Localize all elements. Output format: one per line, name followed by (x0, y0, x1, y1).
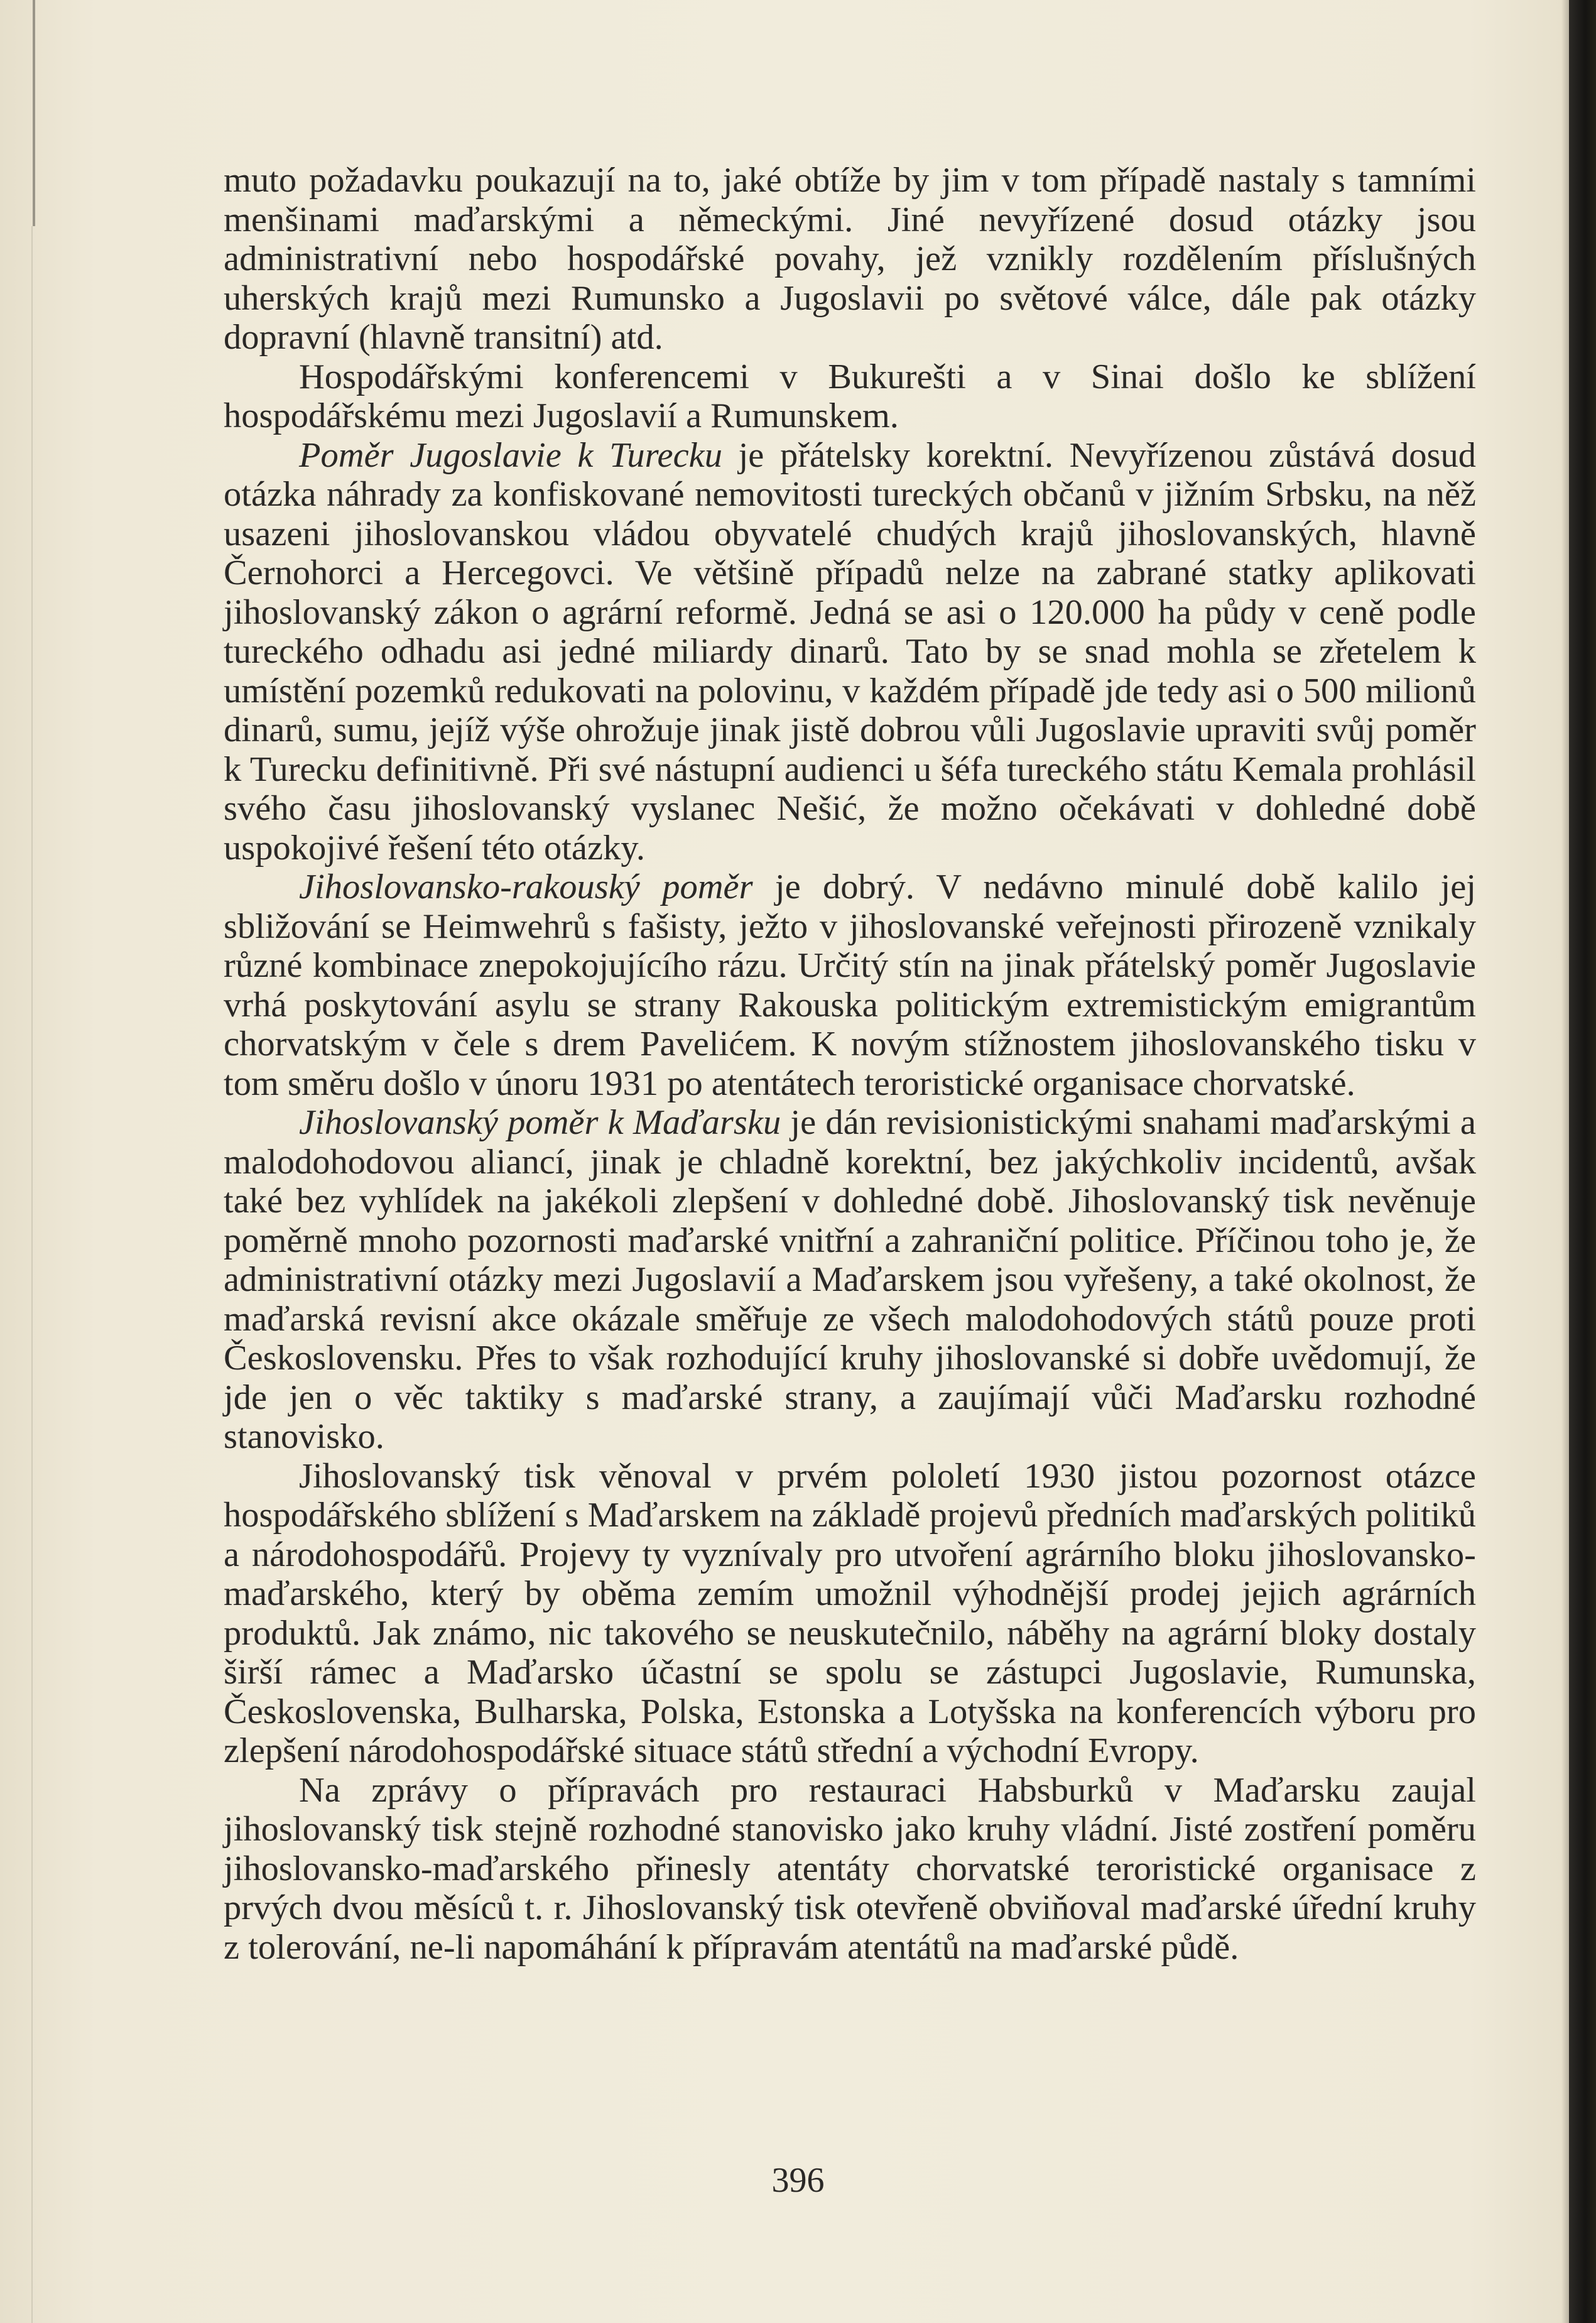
paragraph-7 (224, 1771, 1476, 1967)
paragraph-5 (224, 1103, 1476, 1457)
paragraph-7-text: Na zprávy o přípravách pro restauraci Habsburků v Maďarsku zaujal jihoslovanský tisk stejně rozhodné stanovisko jako kruhy vládní. Jisté zostření poměru jihoslovansko-maďarského přinesly atentáty chorvatské teroristické organisace z prvých dvou měsíců t. r. Jihoslovanský tisk otevřeně obviňoval maďarské úřední kruhy z tolerování, ne-li napomáhání k přípravám atentátů na maďarské půdě. (224, 1770, 1476, 1967)
paragraph-4 (224, 868, 1476, 1103)
binding-crease (31, 226, 33, 2323)
binding-shadow (33, 0, 35, 226)
paragraph-3-text: je přátelsky korektní. Nevyřízenou zůstává dosud otázka náhrady za konfiskované nemovitosti tureckých občanů v jižním Srbsku, na něž usazeni jihoslovanskou vládou obyvatelé chudých krajů jihoslovanských, hlavně Černohorci a Hercegovci. Ve většině případů nelze na zabrané statky aplikovati jihoslovanský zákon o agrární reformě. Jedná se asi o 120.000 ha půdy v ceně podle tureckého odhadu asi jedné miliardy dinarů. Tato by se snad mohla se zřetelem k umístění pozemků redukovati na polovinu, v každém případě jde tedy asi o 500 milionů dinarů, sumu, jejíž výše ohrožuje jinak jistě dobrou vůli Jugoslavie upraviti svůj poměr k Turecku definitivně. Při své nástupní audienci u šéfa tureckého státu Kemala prohlásil svého času jihoslovanský vyslanec Nešić, že možno očekávati v dohledné době uspokojivé řešení této otázky. (224, 435, 1476, 868)
paragraph-6 (224, 1457, 1476, 1771)
paragraph-5-text: je dán revisionistickými snahami maďarskými a malodohodovou aliancí, jinak je chladně korektní, bez jakýchkoliv incidentů, avšak také bez vyhlídek na jakékoli zlepšení v dohledné době. Jihoslovanský tisk nevěnuje poměrně mnoho pozornosti maďarské vnitřní a zahraniční politice. Příčinou toho je, že administrativní otázky mezi Jugoslavií a Maďarskem jsou vyřešeny, a také okolnost, že maďarská revisní akce okázale směřuje ze všech malodohodových států pouze proti Československu. Přes to však rozhodující kruhy jihoslovanské si dobře uvědomují, že jde jen o věc taktiky s maďarské strany, a zaujímají vůči Maďarsku rozhodné stanovisko. (224, 1103, 1476, 1456)
paragraph-2 (224, 357, 1476, 436)
page-edge-shade (1561, 0, 1569, 2323)
paragraph-5-heading: Jihoslovanský poměr k Maďarsku (299, 1103, 781, 1142)
paragraph-1 (224, 161, 1476, 357)
paragraph-6-text: Jihoslovanský tisk věnoval v prvém pololetí 1930 jistou pozornost otázce hospodářského sblížení s Maďarskem na základě projevů předních maďarských politiků a národohospodářů. Projevy ty vyznívaly pro utvoření agrárního bloku jihoslovansko-maďarského, který by oběma zemím umožnil výhodnější prodej jejich agrárních produktů. Jak známo, nic takového se neuskutečnilo, náběhy na agrární bloky dostaly širší rámec a Maďarsko účastní se spolu se zástupci Jugoslavie, Rumunska, Československa, Bulharska, Polska, Estonska a Lotyšska na konferencích výboru pro zlepšení národohospodářské situace států střední a východní Evropy. (224, 1456, 1476, 1770)
paragraph-4-heading: Jihoslovansko-rakouský poměr (299, 868, 753, 906)
body-text (224, 161, 1476, 1967)
paragraph-3-heading: Poměr Jugoslavie k Turecku (299, 435, 722, 475)
book-cover-edge (1569, 0, 1596, 2323)
page-number: 396 (771, 2161, 825, 2200)
paragraph-2-text: Hospodářskými konferencemi v Bukurešti a v Sinai došlo ke sblížení hospodářskému mezi Jugoslavií a Rumunskem. (224, 357, 1476, 435)
paragraph-3 (224, 436, 1476, 868)
paragraph-4-text: je dobrý. V nedávno minulé době kalilo jej sbližování se Heimwehrů s fašisty, ježto v jihoslovanské veřejnosti přirozeně vznikaly různé kombinace znepokojujícího rázu. Určitý stín na jinak přátelský poměr Jugoslavie vrhá poskytování asylu se strany Rakouska politickým extremistickým emigrantům chorvatským v čele s drem Pavelićem. K novým stížnostem jihoslovanského tisku v tom směru došlo v únoru 1931 po atentátech teroristické organisace chorvatské. (224, 868, 1476, 1103)
paragraph-1-text: muto požadavku poukazují na to, jaké obtíže by jim v tom případě nastaly s tamními menšinami maďarskými a německými. Jiné nevyřízené dosud otázky jsou administrativní nebo hospodářské povahy, jež vznikly rozdělením příslušných uherských krajů mezi Rumunsko a Jugoslavii po světové válce, dále pak otázky dopravní (hlavně transitní) atd. (224, 161, 1476, 357)
